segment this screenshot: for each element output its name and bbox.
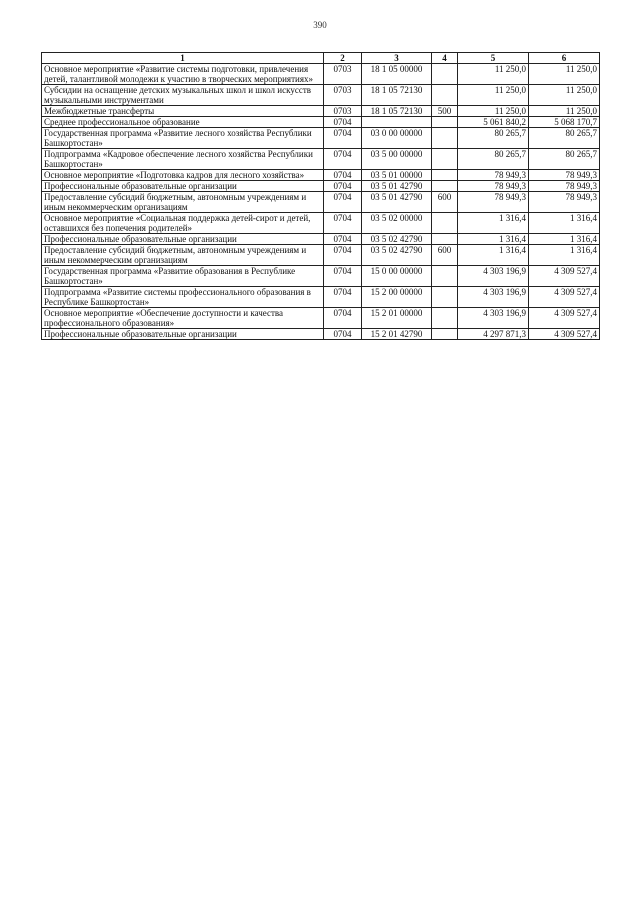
- expense-type-cell: [432, 181, 458, 192]
- section-code-cell: 0704: [324, 192, 362, 213]
- item-name-cell: Профессиональные образовательные организации: [42, 329, 324, 340]
- table-row: [42, 329, 600, 340]
- amount-year-1-cell: 78 949,3: [458, 170, 529, 181]
- amount-year-1-cell: 80 265,7: [458, 149, 529, 170]
- item-name-cell: Основное мероприятие «Обеспечение доступности и качества профессионального образования»: [42, 308, 324, 329]
- table-row: [42, 181, 600, 192]
- item-name-cell: Профессиональные образовательные организации: [42, 181, 324, 192]
- item-name-cell: Основное мероприятие «Развитие системы подготовки, привлечения детей, талантливой молодежи к участию в творческих мероприятиях»: [42, 64, 324, 85]
- section-code-cell: 0704: [324, 149, 362, 170]
- table-row: [42, 234, 600, 245]
- table-row: [42, 85, 600, 106]
- amount-year-2-cell: 11 250,0: [529, 106, 600, 117]
- table-body: [42, 64, 600, 340]
- table-row: [42, 308, 600, 329]
- amount-year-1-cell: 11 250,0: [458, 85, 529, 106]
- expense-type-cell: [432, 329, 458, 340]
- table-row: [42, 213, 600, 234]
- section-code-cell: 0704: [324, 181, 362, 192]
- target-code-cell: 03 5 01 00000: [362, 170, 432, 181]
- amount-year-2-cell: 80 265,7: [529, 149, 600, 170]
- target-code-cell: 18 1 05 00000: [362, 64, 432, 85]
- target-code-cell: 03 5 01 42790: [362, 181, 432, 192]
- item-name-cell: Государственная программа «Развитие образования в Республике Башкортостан»: [42, 266, 324, 287]
- expense-type-cell: [432, 85, 458, 106]
- target-code-cell: 15 2 01 42790: [362, 329, 432, 340]
- item-name-cell: Основное мероприятие «Социальная поддержка детей-сирот и детей, оставшихся без попечения родителей»: [42, 213, 324, 234]
- expense-type-cell: [432, 266, 458, 287]
- section-code-cell: 0703: [324, 85, 362, 106]
- amount-year-2-cell: 78 949,3: [529, 170, 600, 181]
- item-name-cell: Субсидии на оснащение детских музыкальных школ и школ искусств музыкальными инструментами: [42, 85, 324, 106]
- budget-table: [41, 52, 600, 340]
- section-code-cell: 0704: [324, 213, 362, 234]
- expense-type-cell: 500: [432, 106, 458, 117]
- amount-year-2-cell: 1 316,4: [529, 213, 600, 234]
- target-code-cell: [362, 117, 432, 128]
- table-row: [42, 170, 600, 181]
- target-code-cell: 03 5 02 42790: [362, 245, 432, 266]
- target-code-cell: 15 2 00 00000: [362, 287, 432, 308]
- expense-type-cell: 600: [432, 245, 458, 266]
- table-row: [42, 117, 600, 128]
- section-code-cell: 0704: [324, 245, 362, 266]
- target-code-cell: 03 5 02 00000: [362, 213, 432, 234]
- table-row: [42, 106, 600, 117]
- table-row: [42, 266, 600, 287]
- section-code-cell: 0704: [324, 287, 362, 308]
- page-number: 390: [313, 20, 327, 30]
- table-row: [42, 245, 600, 266]
- amount-year-2-cell: 78 949,3: [529, 181, 600, 192]
- header-col-5: 5: [458, 53, 529, 64]
- amount-year-2-cell: 4 309 527,4: [529, 287, 600, 308]
- target-code-cell: 18 1 05 72130: [362, 85, 432, 106]
- expense-type-cell: [432, 213, 458, 234]
- amount-year-1-cell: 1 316,4: [458, 213, 529, 234]
- header-col-1: 1: [42, 53, 324, 64]
- amount-year-2-cell: 4 309 527,4: [529, 329, 600, 340]
- target-code-cell: 15 2 01 00000: [362, 308, 432, 329]
- amount-year-1-cell: 11 250,0: [458, 106, 529, 117]
- expense-type-cell: [432, 308, 458, 329]
- expense-type-cell: [432, 128, 458, 149]
- header-col-6: 6: [529, 53, 600, 64]
- section-code-cell: 0704: [324, 234, 362, 245]
- section-code-cell: 0703: [324, 106, 362, 117]
- section-code-cell: 0703: [324, 64, 362, 85]
- section-code-cell: 0704: [324, 329, 362, 340]
- table-row: [42, 64, 600, 85]
- table-row: [42, 128, 600, 149]
- amount-year-2-cell: 4 309 527,4: [529, 266, 600, 287]
- target-code-cell: 03 5 01 42790: [362, 192, 432, 213]
- target-code-cell: 03 5 00 00000: [362, 149, 432, 170]
- section-code-cell: 0704: [324, 308, 362, 329]
- table-row: [42, 287, 600, 308]
- expense-type-cell: [432, 64, 458, 85]
- target-code-cell: 18 1 05 72130: [362, 106, 432, 117]
- amount-year-1-cell: 11 250,0: [458, 64, 529, 85]
- amount-year-1-cell: 4 303 196,9: [458, 287, 529, 308]
- expense-type-cell: [432, 287, 458, 308]
- item-name-cell: Основное мероприятие «Подготовка кадров для лесного хозяйства»: [42, 170, 324, 181]
- header-col-2: 2: [324, 53, 362, 64]
- amount-year-2-cell: 1 316,4: [529, 234, 600, 245]
- expense-type-cell: [432, 117, 458, 128]
- item-name-cell: Среднее профессиональное образование: [42, 117, 324, 128]
- amount-year-2-cell: 5 068 170,7: [529, 117, 600, 128]
- item-name-cell: Профессиональные образовательные организации: [42, 234, 324, 245]
- item-name-cell: Межбюджетные трансферты: [42, 106, 324, 117]
- amount-year-1-cell: 80 265,7: [458, 128, 529, 149]
- item-name-cell: Подпрограмма «Кадровое обеспечение лесного хозяйства Республики Башкортостан»: [42, 149, 324, 170]
- expense-type-cell: [432, 149, 458, 170]
- expense-type-cell: [432, 234, 458, 245]
- amount-year-2-cell: 80 265,7: [529, 128, 600, 149]
- amount-year-1-cell: 4 303 196,9: [458, 266, 529, 287]
- table-header-row: [42, 53, 600, 64]
- expense-type-cell: 600: [432, 192, 458, 213]
- section-code-cell: 0704: [324, 266, 362, 287]
- amount-year-1-cell: 1 316,4: [458, 234, 529, 245]
- target-code-cell: 03 0 00 00000: [362, 128, 432, 149]
- table-row: [42, 149, 600, 170]
- section-code-cell: 0704: [324, 117, 362, 128]
- target-code-cell: 03 5 02 42790: [362, 234, 432, 245]
- section-code-cell: 0704: [324, 170, 362, 181]
- amount-year-2-cell: 1 316,4: [529, 245, 600, 266]
- header-col-4: 4: [432, 53, 458, 64]
- section-code-cell: 0704: [324, 128, 362, 149]
- amount-year-1-cell: 78 949,3: [458, 192, 529, 213]
- amount-year-1-cell: 4 303 196,9: [458, 308, 529, 329]
- amount-year-1-cell: 4 297 871,3: [458, 329, 529, 340]
- amount-year-2-cell: 78 949,3: [529, 192, 600, 213]
- target-code-cell: 15 0 00 00000: [362, 266, 432, 287]
- table-row: [42, 192, 600, 213]
- item-name-cell: Предоставление субсидий бюджетным, автономным учреждениям и иным некоммерческим организациям: [42, 192, 324, 213]
- amount-year-1-cell: 1 316,4: [458, 245, 529, 266]
- amount-year-1-cell: 78 949,3: [458, 181, 529, 192]
- item-name-cell: Предоставление субсидий бюджетным, автономным учреждениям и иным некоммерческим организациям: [42, 245, 324, 266]
- amount-year-2-cell: 4 309 527,4: [529, 308, 600, 329]
- item-name-cell: Государственная программа «Развитие лесного хозяйства Республики Башкортостан»: [42, 128, 324, 149]
- amount-year-2-cell: 11 250,0: [529, 64, 600, 85]
- amount-year-1-cell: 5 061 840,2: [458, 117, 529, 128]
- item-name-cell: Подпрограмма «Развитие системы профессионального образования в Республике Башкортостан»: [42, 287, 324, 308]
- amount-year-2-cell: 11 250,0: [529, 85, 600, 106]
- header-col-3: 3: [362, 53, 432, 64]
- expense-type-cell: [432, 170, 458, 181]
